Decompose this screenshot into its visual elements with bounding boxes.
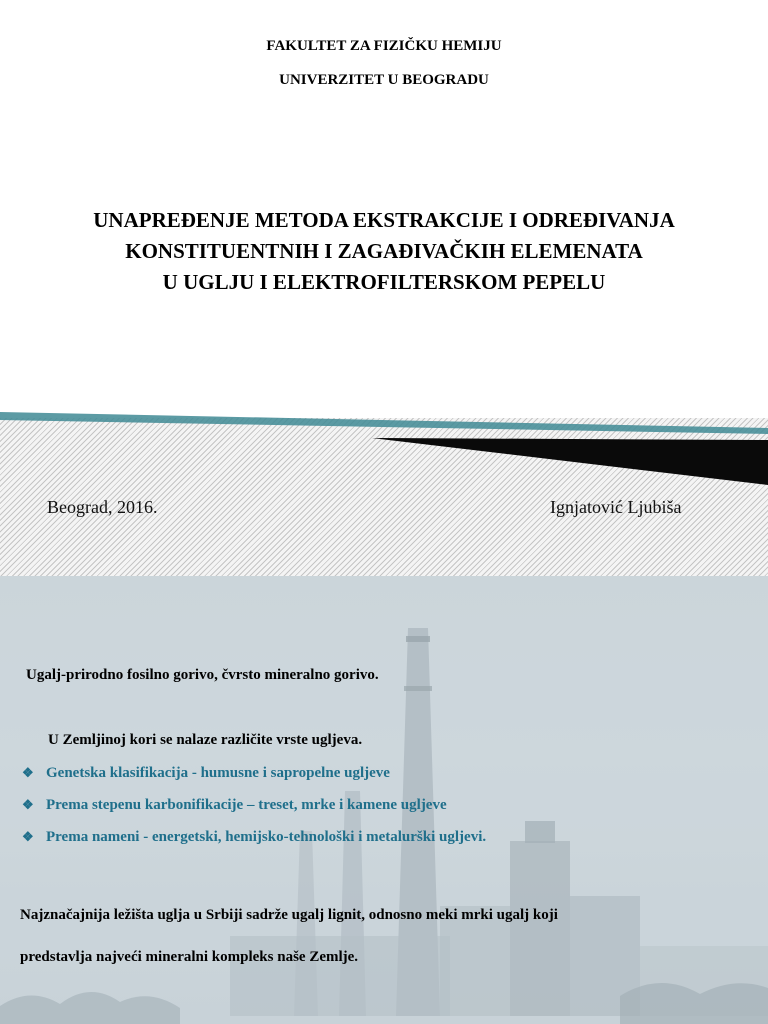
author-name: Ignjatović Ljubiša <box>550 497 682 517</box>
diamond-bullet-icon: ❖ <box>22 765 34 780</box>
bullet-item-3 <box>22 829 486 846</box>
diamond-bullet-icon: ❖ <box>22 797 34 812</box>
bullet-text-2: Prema stepenu karbonifikacije – treset, mrke i kamene ugljeve <box>46 797 447 813</box>
title-line-2: KONSTITUENTNIH I ZAGAĐIVAČKIH ELEMENATA <box>125 239 643 263</box>
subheading-text: U Zemljinoj kori se nalaze različite vrste ugljeva. <box>48 732 363 748</box>
bullet-text-1: Genetska klasifikacija - humusne i sapropelne ugljeve <box>46 765 390 781</box>
bullet-text-3: Prema nameni - energetski, hemijsko-tehnološki i metalurški ugljevi. <box>46 829 487 845</box>
paragraph-line-2: predstavlja najveći mineralni kompleks naše Zemlje. <box>20 949 359 965</box>
university-name: UNIVERZITET U BEOGRADU <box>279 72 489 88</box>
bullet-item-1 <box>22 765 390 782</box>
title-line-3: U UGLJU I ELEKTROFILTERSKOM PEPELU <box>162 270 606 294</box>
paragraph-line-1: Najznačajnija ležišta uglja u Srbiji sadrže ugalj lignit, odnosno meki mrki ugalj koji <box>20 907 558 923</box>
diamond-bullet-icon: ❖ <box>22 829 34 844</box>
content-slide <box>0 576 768 1024</box>
intro-text: Ugalj-prirodno fosilno gorivo, čvrsto mineralno gorivo. <box>26 667 379 683</box>
bullet-item-2 <box>22 797 447 814</box>
title-line-1: UNAPREĐENJE METODA EKSTRAKCIJE I ODREĐIVANJA <box>93 208 675 232</box>
faculty-name: FAKULTET ZA FIZIČKU HEMIJU <box>266 38 502 54</box>
place-and-date: Beograd, 2016. <box>47 497 158 517</box>
